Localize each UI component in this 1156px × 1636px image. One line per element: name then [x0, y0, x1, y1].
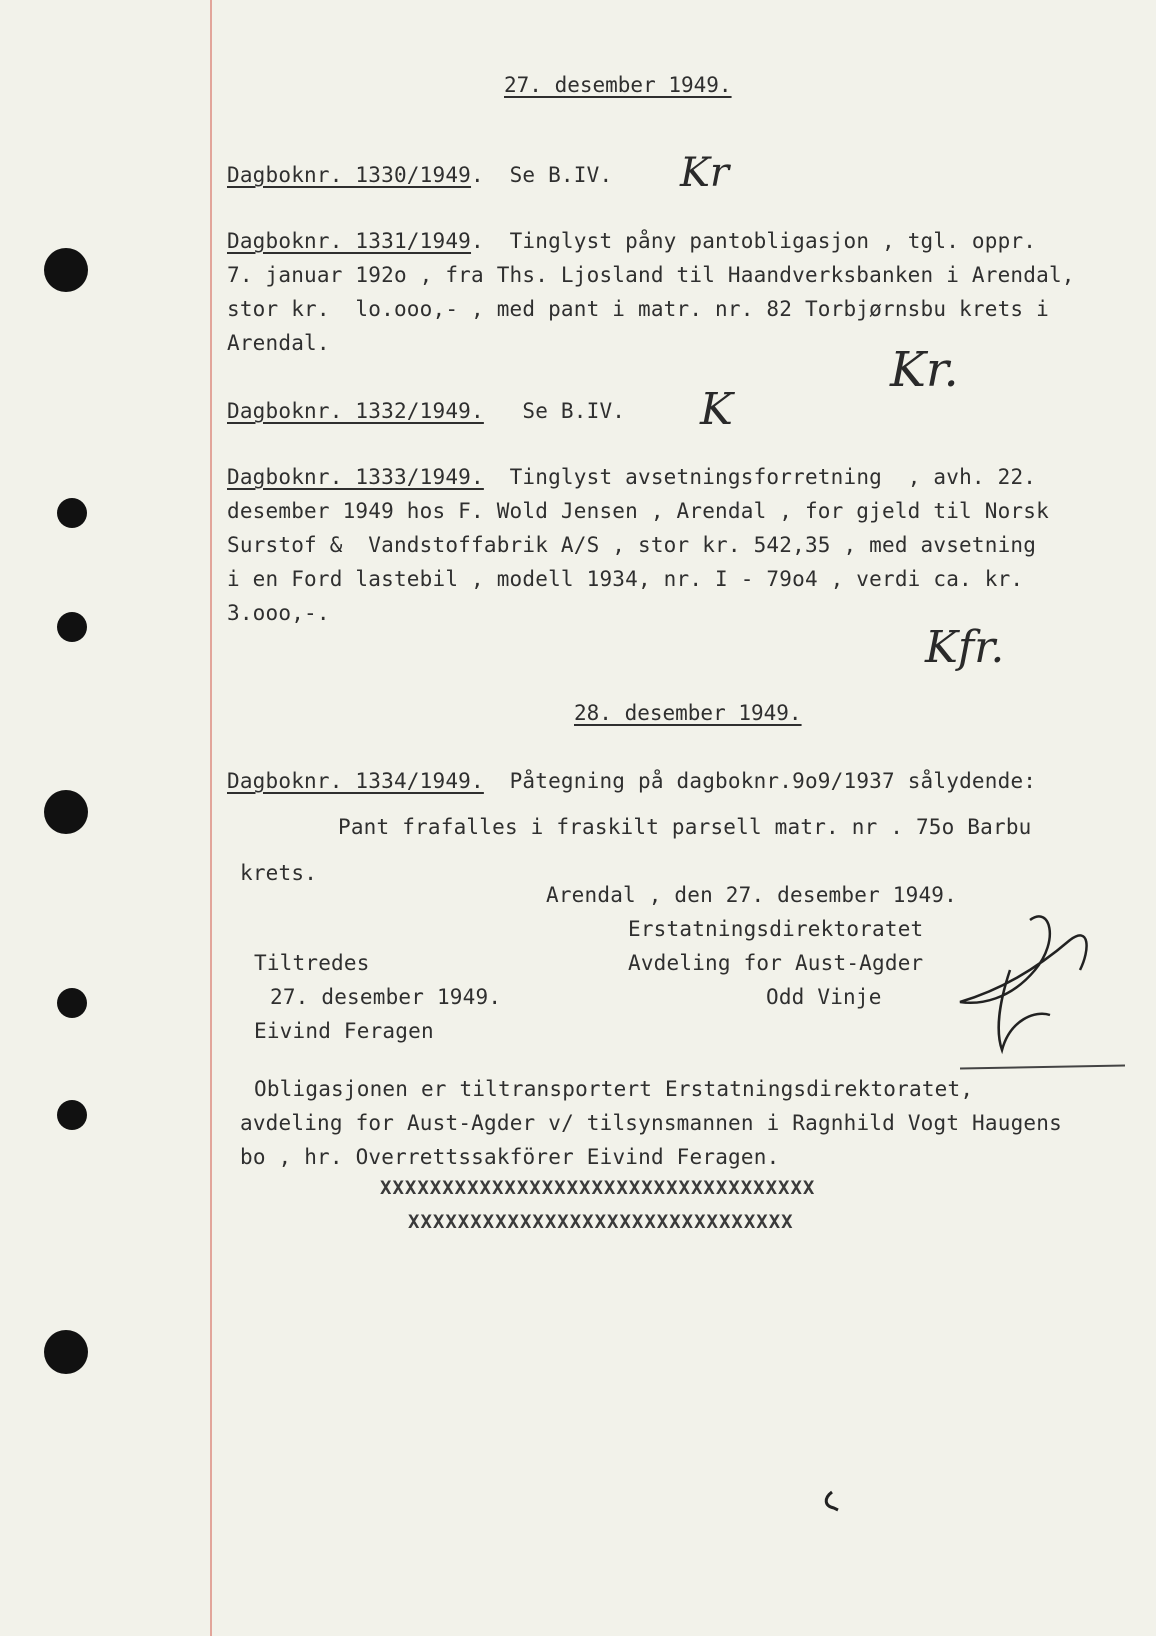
entry-ref: Dagboknr. 1333/1949.	[227, 465, 484, 489]
entry-text-line: i en Ford lastebil , modell 1934, nr. I - 79o4 , verdi ca. kr.	[227, 567, 1024, 591]
entry-ref: Dagboknr. 1334/1949.	[227, 769, 484, 793]
entry-1333	[227, 460, 1036, 494]
entry-text-line: stor kr. lo.ooo,- , med pant i matr. nr. 82 Torbjørnsbu krets i	[227, 297, 1049, 321]
entry-text: Påtegning på dagboknr.9o9/1937 sålydende:	[509, 769, 1037, 793]
date-heading: 28. desember 1949.	[574, 701, 802, 725]
struck-out-line: XXXXXXXXXXXXXXXXXXXXXXXXXXXXXXX	[408, 1211, 794, 1233]
letter-place-date: Arendal , den 27. desember 1949.	[546, 883, 957, 907]
ink-mark	[818, 1488, 844, 1514]
entry-ref: Dagboknr. 1332/1949.	[227, 399, 484, 423]
entry-1332	[227, 394, 625, 428]
entry-text: Se B.IV.	[522, 399, 626, 423]
entry-ref: Dagboknr. 1330/1949	[227, 163, 472, 187]
initials-mark: Kr.	[890, 342, 959, 398]
binder-hole	[44, 248, 88, 292]
consent-label: Tiltredes	[254, 951, 370, 975]
entry-text-line: 7. januar 192o , fra Ths. Ljosland til Haandverksbanken i Arendal,	[227, 263, 1075, 287]
entry-text: Tinglyst avsetningsforretning , avh. 22.	[509, 465, 1037, 489]
binder-hole	[57, 1100, 87, 1130]
handwritten-signature	[940, 910, 1130, 1070]
binder-hole	[57, 612, 87, 642]
binder-hole	[57, 988, 87, 1018]
entry-text-line: desember 1949 hos F. Wold Jensen , Arendal , for gjeld til Norsk	[227, 499, 1049, 523]
entry-text-line: Pant frafalles i fraskilt parsell matr. nr . 75o Barbu	[338, 815, 1032, 839]
entry-ref-dot: .	[471, 163, 484, 187]
initials-mark: K	[700, 384, 733, 435]
entry-text-line: Arendal.	[227, 331, 330, 355]
letter-org-name: Erstatningsdirektoratet	[628, 917, 924, 941]
entry-1331	[227, 224, 1036, 258]
letter-signer: Odd Vinje	[766, 985, 882, 1009]
entry-text-line: krets.	[240, 861, 318, 885]
initials-mark: Kfr.	[925, 622, 1005, 673]
margin-rule	[210, 0, 212, 1636]
entry-text: Tinglyst påny pantobligasjon , tgl. oppr.	[509, 229, 1037, 253]
entry-text: Se B.IV.	[509, 163, 613, 187]
entry-1334	[227, 764, 1036, 798]
binder-hole	[44, 790, 88, 834]
entry-ref: Dagboknr. 1331/1949	[227, 229, 472, 253]
entry-text-line: 3.ooo,-.	[227, 601, 330, 625]
struck-out-line: XXXXXXXXXXXXXXXXXXXXXXXXXXXXXXXXXXX	[380, 1177, 816, 1199]
binder-hole	[57, 498, 87, 528]
letter-org-department: Avdeling for Aust-Agder	[628, 951, 924, 975]
consent-name: Eivind Feragen	[254, 1019, 434, 1043]
consent-date: 27. desember 1949.	[270, 985, 502, 1009]
binder-hole	[44, 1330, 88, 1374]
entry-text-line: Surstof & Vandstoffabrik A/S , stor kr. 542,35 , med avsetning	[227, 533, 1037, 557]
note-line: bo , hr. Overrettssakförer Eivind Feragen.	[240, 1145, 780, 1169]
date-heading: 27. desember 1949.	[504, 73, 732, 97]
entry-1330	[227, 158, 612, 192]
initials-mark: Kr	[680, 150, 730, 196]
note-line: Obligasjonen er tiltransportert Erstatningsdirektoratet,	[254, 1077, 974, 1101]
note-line: avdeling for Aust-Agder v/ tilsynsmannen i Ragnhild Vogt Haugens	[240, 1111, 1062, 1135]
entry-ref-dot: .	[471, 229, 484, 253]
